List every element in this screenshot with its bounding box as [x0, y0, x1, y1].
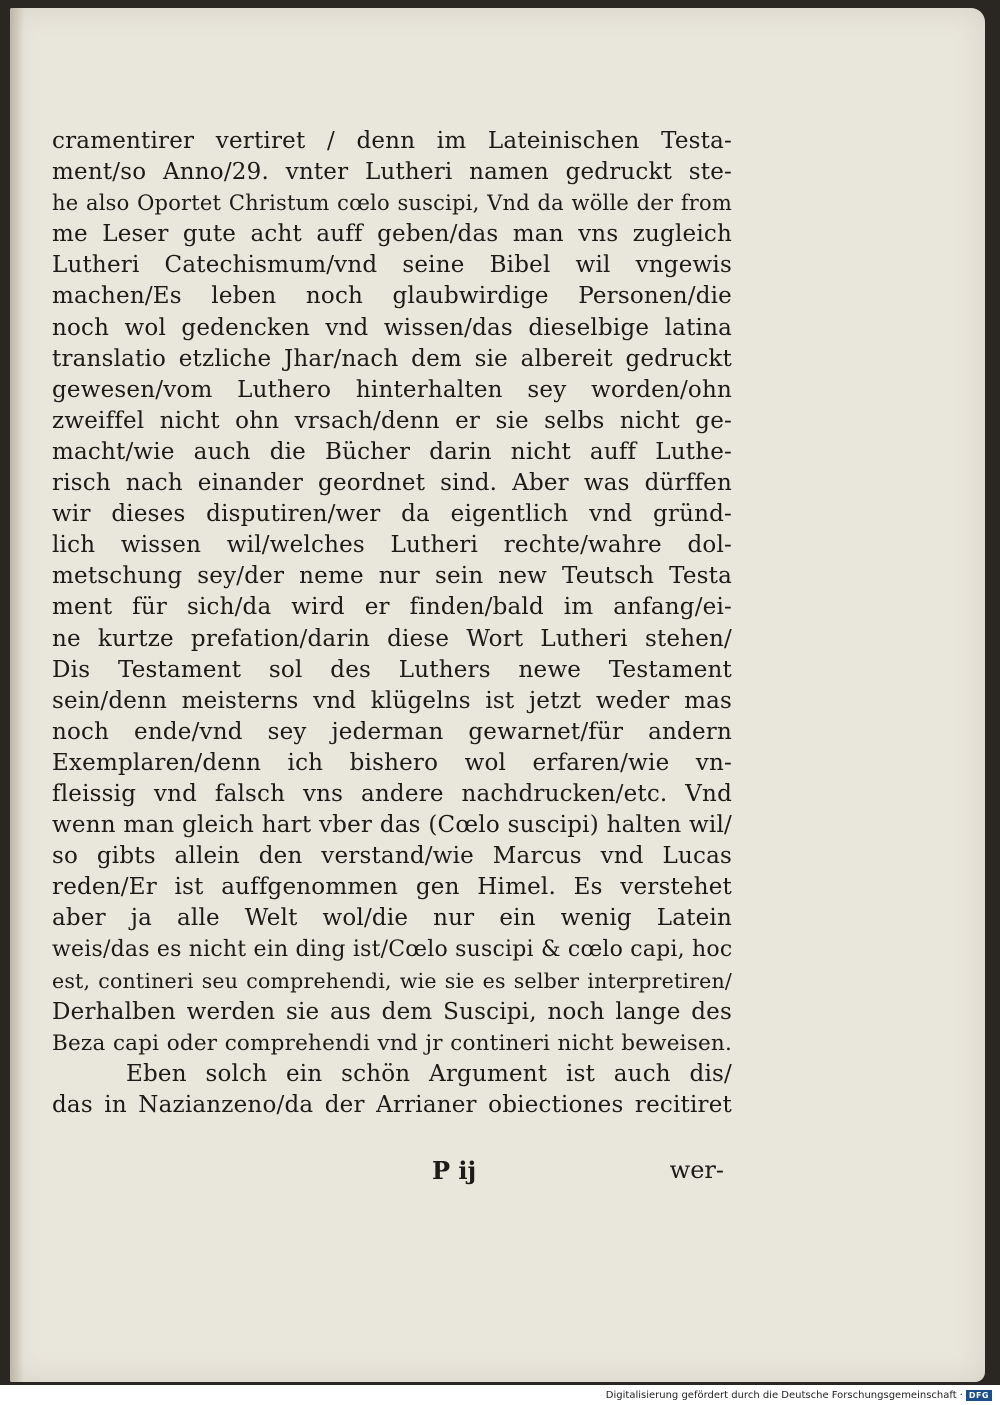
text-line: translatio etzliche Jhar/nach dem sie albereit gedruckt [52, 345, 732, 372]
page-footer [52, 1156, 724, 1192]
signature-mark: P ij [432, 1156, 477, 1185]
book-page [10, 8, 985, 1382]
text-line: metschung sey/der neme nur sein new Teutsch Testa [52, 563, 732, 590]
text-line: zweiffel nicht ohn vrsach/denn er sie selbs nicht ge- [52, 407, 732, 434]
text-line: Dis Testament sol des Luthers newe Testament [52, 656, 732, 683]
text-line: macht/wie auch die Bücher darin nicht auff Luthe- [52, 438, 732, 465]
text-line: das in Nazianzeno/da der Arrianer obiectiones recitiret [52, 1091, 732, 1118]
body-text [52, 126, 732, 1121]
text-line: noch wol gedencken vnd wissen/das dieselbige latina [52, 314, 732, 341]
text-line: me Leser gute acht auff geben/das man vns zugleich [52, 221, 732, 248]
text-line: Lutheri Catechismum/vnd seine Bibel wil vngewis [52, 252, 732, 279]
digitization-credit: Digitalisierung gefördert durch die Deutsche Forschungsgemeinschaft · DFG [606, 1390, 992, 1401]
text-line: reden/Er ist auffgenommen gen Himel. Es verstehet [52, 874, 732, 901]
text-line: ne kurtze prefation/darin diese Wort Lutheri stehen/ [52, 625, 732, 652]
dfg-logo-icon: DFG [966, 1390, 992, 1401]
text-line: so gibts allein den verstand/wie Marcus vnd Lucas [52, 843, 732, 870]
text-line: est, contineri seu comprehendi, wie sie es selber interpretiren/ [52, 968, 732, 993]
text-line: aber ja alle Welt wol/die nur ein wenig Latein [52, 905, 732, 932]
text-line: Derhalben werden sie aus dem Suscipi, noch lange des [52, 998, 732, 1025]
text-line: risch nach einander geordnet sind. Aber was dürffen [52, 470, 732, 497]
text-line: fleissig vnd falsch vns andere nachdrucken/etc. Vnd [52, 780, 732, 807]
text-line: wenn man gleich hart vber das (Cœlo suscipi) halten wil/ [52, 812, 732, 839]
text-line: machen/Es leben noch glaubwirdige Personen/die [52, 283, 732, 310]
catchword: wer- [669, 1156, 724, 1184]
text-line: Beza capi oder comprehendi vnd jr contineri nicht beweisen. [52, 1030, 732, 1056]
text-line: Exemplaren/denn ich bishero wol erfaren/wie vn- [52, 749, 732, 776]
text-line: ment für sich/da wird er finden/bald im anfang/ei- [52, 594, 732, 621]
text-line: lich wissen wil/welches Lutheri rechte/wahre dol- [52, 532, 732, 559]
text-line: wir dieses disputiren/wer da eigentlich vnd gründ- [52, 501, 732, 528]
text-line: cramentirer vertiret / denn im Lateinischen Testa- [52, 128, 732, 154]
text-line: gewesen/vom Luthero hinterhalten sey worden/ohn [52, 376, 732, 403]
text-line: noch ende/vnd sey jederman gewarnet/für andern [52, 718, 732, 745]
text-line: sein/denn meisterns vnd klügelns ist jetzt weder mas [52, 687, 732, 714]
text-line: he also Oportet Christum cœlo suscipi, Vnd da wölle der from [52, 191, 732, 216]
text-line-paragraph-start: Eben solch ein schön Argument ist auch dis/ [126, 1060, 732, 1087]
text-line: weis/das es nicht ein ding ist/Cœlo suscipi & cœlo capi, hoc [52, 937, 733, 963]
credit-text: Digitalisierung gefördert durch die Deutsche Forschungsgemeinschaft [605, 1390, 957, 1401]
text-line: ment/so Anno/29. vnter Lutheri namen gedruckt ste- [52, 159, 732, 186]
page-gutter-shadow [10, 8, 24, 1382]
